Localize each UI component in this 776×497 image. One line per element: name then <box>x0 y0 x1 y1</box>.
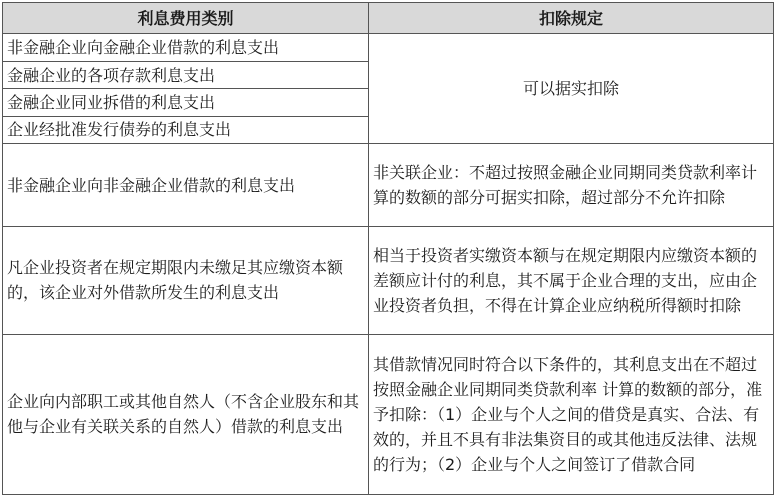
table-row <box>3 227 774 335</box>
rule-cell: 相当于投资者实缴资本额与在规定期限内应缴资本额的差额应计付的利息，其不属于企业合理的支出，应由企业投资者负担，不得在计算企业应纳税所得额时扣除 <box>369 227 774 335</box>
category-cell: 企业经批准发行债券的利息支出 <box>3 116 369 143</box>
header-row <box>3 3 774 34</box>
table-row <box>3 34 774 61</box>
category-cell: 非金融企业向金融企业借款的利息支出 <box>3 34 369 61</box>
header-rule: 扣除规定 <box>369 3 774 34</box>
rule-cell: 其借款情况同时符合以下条件的，其利息支出在不超过按照金融企业同期同类贷款利率 计算的数额的部分，准予扣除：（1）企业与个人之间的借贷是真实、合法、有效的，并且不具有非法集资目的或其他违反法律、法规的行为；（2）企业与个人之间签订了借款合同 <box>369 334 774 494</box>
table-row <box>3 143 774 226</box>
category-cell: 金融企业同业拆借的利息支出 <box>3 89 369 116</box>
rule-cell: 可以据实扣除 <box>369 34 774 144</box>
header-category: 利息费用类别 <box>3 3 369 34</box>
rule-cell: 非关联企业：不超过按照金融企业同期同类贷款利率计算的数额的部分可据实扣除，超过部分不允许扣除 <box>369 143 774 226</box>
interest-deduction-table <box>2 2 774 495</box>
category-cell: 非金融企业向非金融企业借款的利息支出 <box>3 143 369 226</box>
category-cell: 凡企业投资者在规定期限内未缴足其应缴资本额的，该企业对外借款所发生的利息支出 <box>3 227 369 335</box>
category-cell: 金融企业的各项存款利息支出 <box>3 61 369 88</box>
category-cell: 企业向内部职工或其他自然人（不含企业股东和其他与企业有关联关系的自然人）借款的利息支出 <box>3 334 369 494</box>
table-row <box>3 334 774 494</box>
